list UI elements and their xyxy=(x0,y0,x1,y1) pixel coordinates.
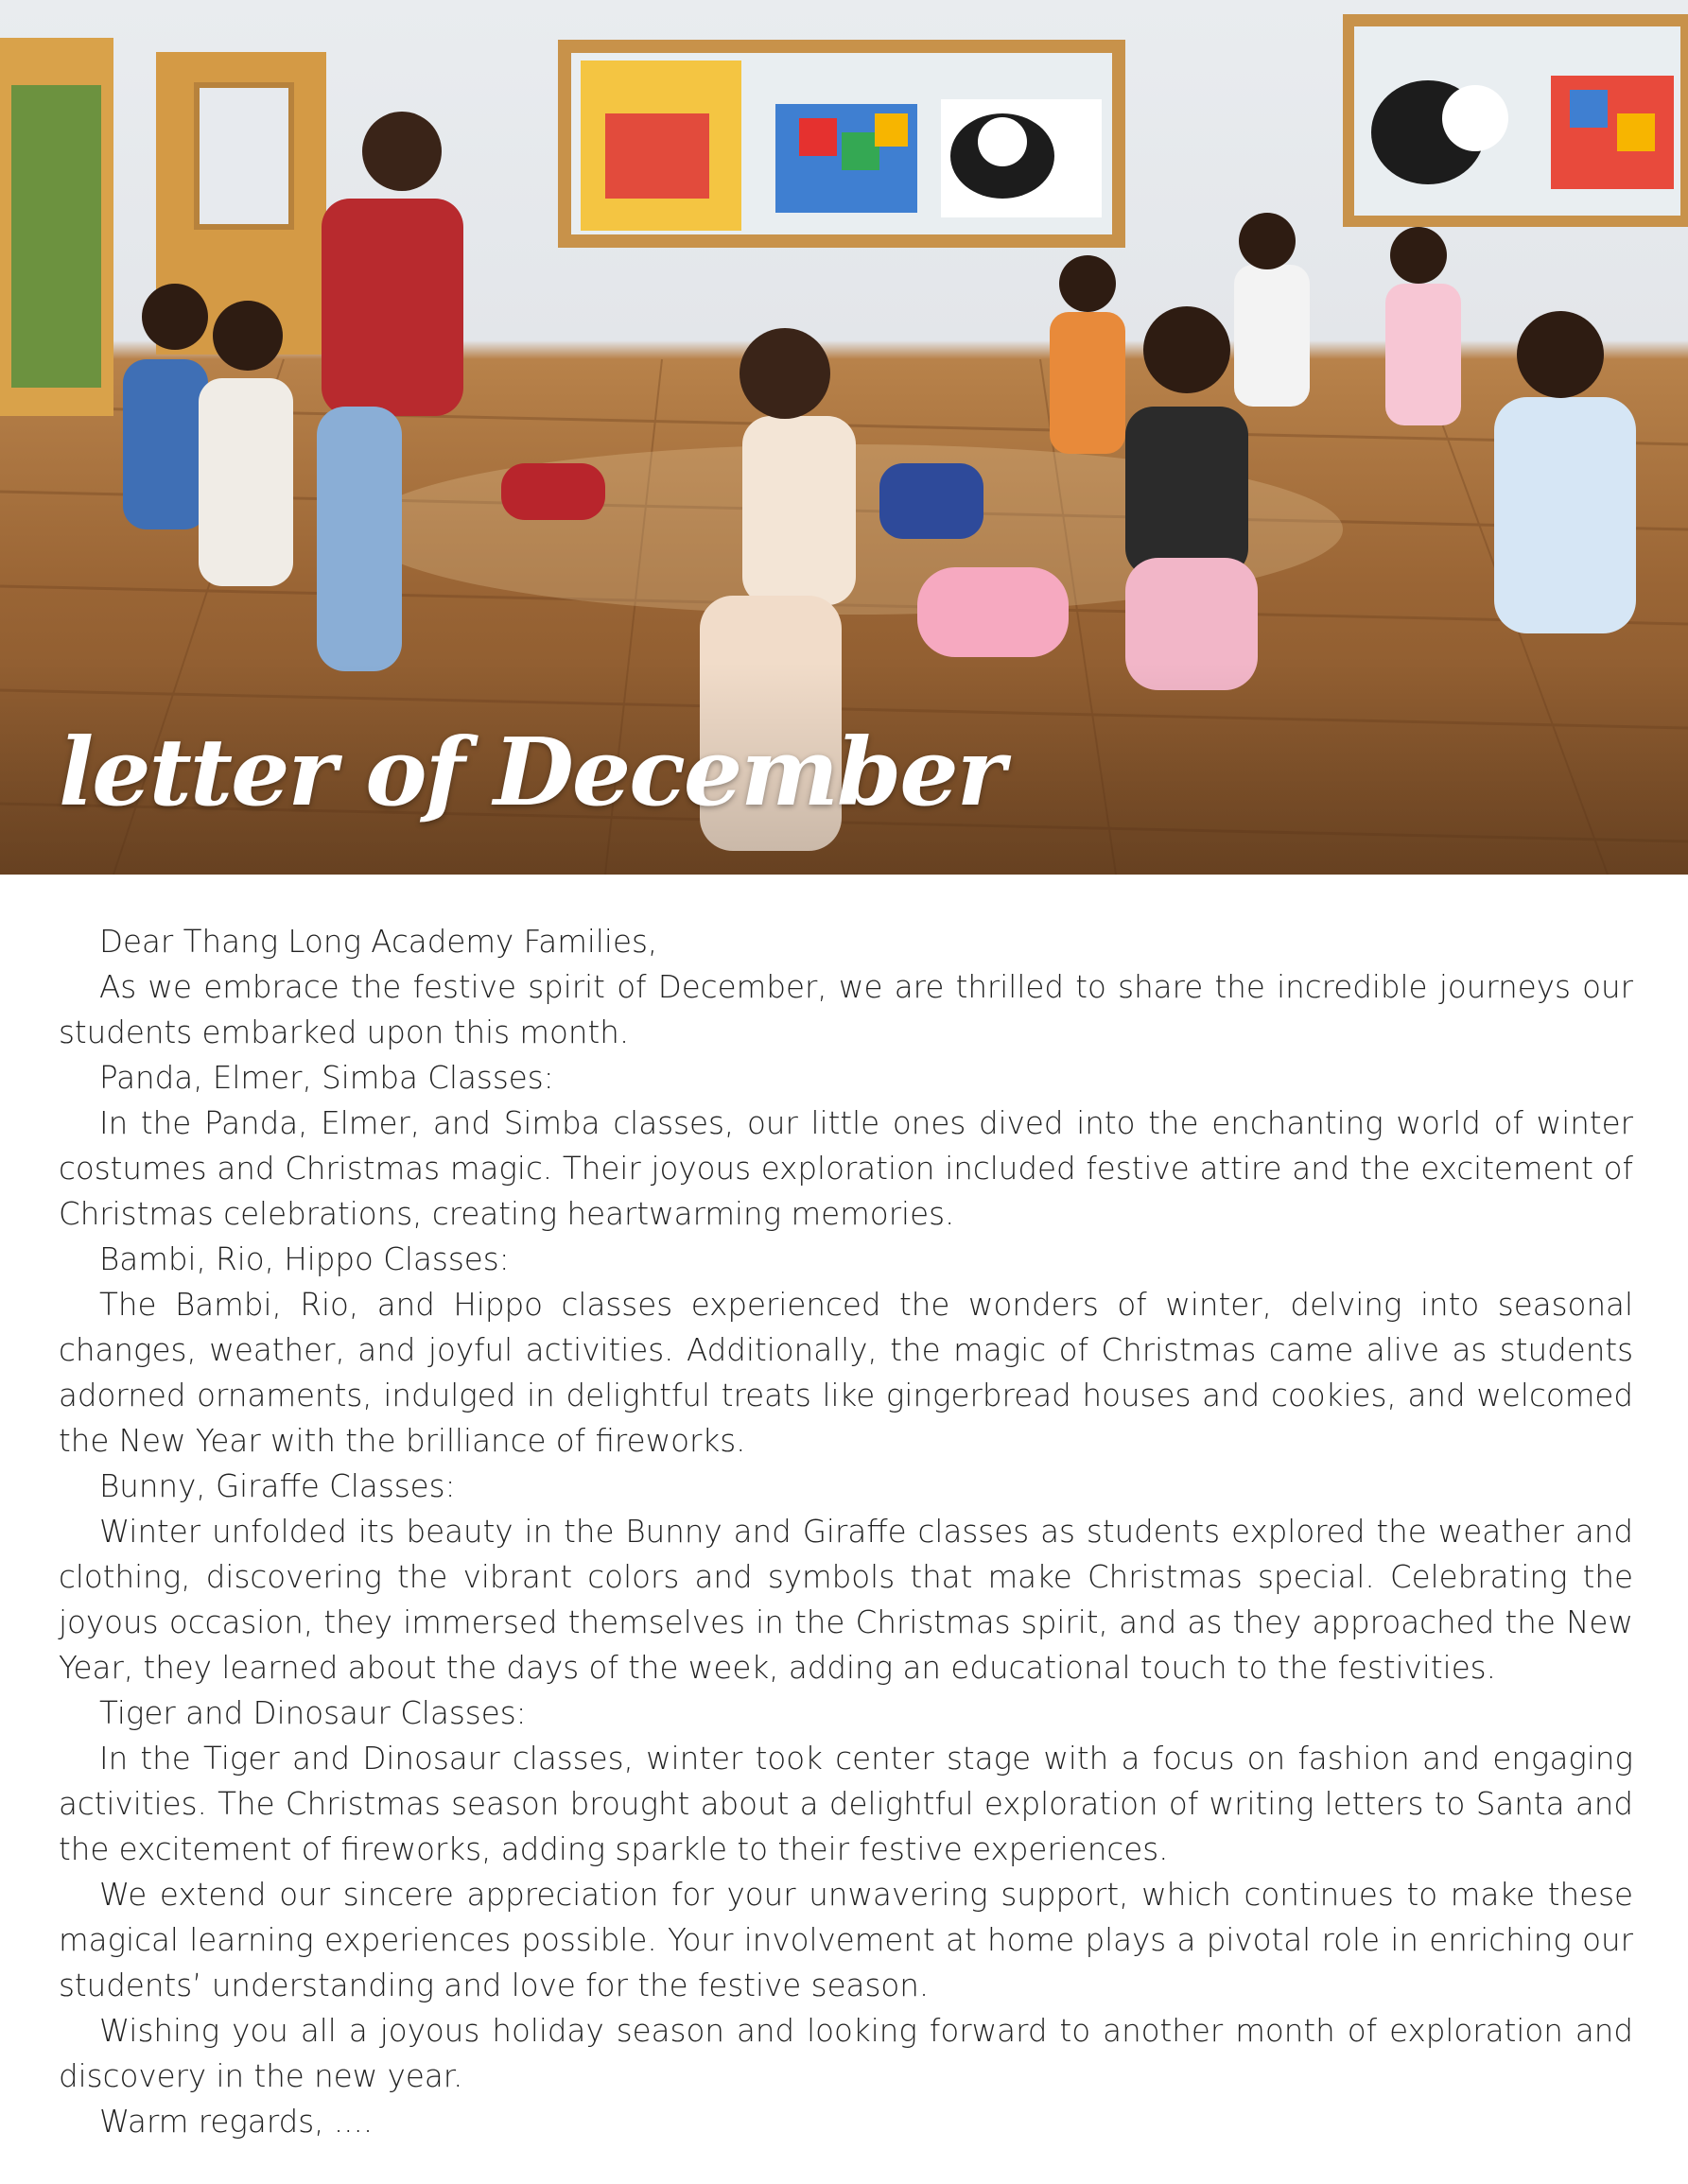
hero-photo xyxy=(0,0,1688,875)
section-heading-tiger-dinosaur: Tiger and Dinosaur Classes: xyxy=(99,1695,527,1731)
section-body-bambi-rio-hippo: The Bambi, Rio, and Hippo classes experienced the wonders of winter, delving into seasonal changes, weather, and joyful activities. Additionally, the magic of Christmas came alive as students adorned ornaments, indulged in delightful treats like gingerbread houses and cookies, and welcomed the New Year with the brilliance of fireworks. xyxy=(59,1287,1633,1459)
mirror-posters xyxy=(1343,14,1688,227)
letter-wishes: Wishing you all a joyous holiday season and looking forward to another month of exploration and discovery in the new year. xyxy=(59,2013,1633,2094)
letter-body xyxy=(59,919,1633,2144)
window-posters xyxy=(558,40,1125,248)
section-body-bunny-giraffe: Winter unfolded its beauty in the Bunny and Giraffe classes as students explored the weather and clothing, discovering the vibrant colors and symbols that make Christmas special. Celebrating the joyous occasion, they immersed themselves in the Christmas spirit, and as they approached the New Year, they learned about the days of the week, adding an educational touch to the festivities. xyxy=(59,1514,1633,1686)
section-body-panda-elmer-simba: In the Panda, Elmer, and Simba classes, our little ones dived into the enchanting world of winter costumes and Christmas magic. Their joyous exploration included festive attire and the excitement of Christmas celebrations, creating heartwarming memories. xyxy=(59,1105,1633,1232)
letter-appreciation: We extend our sincere appreciation for your unwavering support, which continues to make these magical learning experiences possible. Your involvement at home plays a pivotal role in enriching our students’ understanding and love for the festive season. xyxy=(59,1877,1633,2003)
letter-intro: As we embrace the festive spirit of December, we are thrilled to share the incredible journeys our students embarked upon this month. xyxy=(59,969,1633,1050)
section-heading-bunny-giraffe: Bunny, Giraffe Classes: xyxy=(99,1468,456,1504)
letter-closing: Warm regards, .... xyxy=(99,2104,374,2140)
section-heading-panda-elmer-simba: Panda, Elmer, Simba Classes: xyxy=(99,1060,554,1096)
section-heading-bambi-rio-hippo: Bambi, Rio, Hippo Classes: xyxy=(99,1241,510,1277)
page-title: letter of December xyxy=(59,719,1004,827)
letter-greeting: Dear Thang Long Academy Families, xyxy=(99,924,658,960)
section-body-tiger-dinosaur: In the Tiger and Dinosaur classes, winter took center stage with a focus on fashion and engaging activities. The Christmas season brought about a delightful exploration of writing letters to Santa and the excitement of fireworks, adding sparkle to their festive experiences. xyxy=(59,1741,1633,1867)
